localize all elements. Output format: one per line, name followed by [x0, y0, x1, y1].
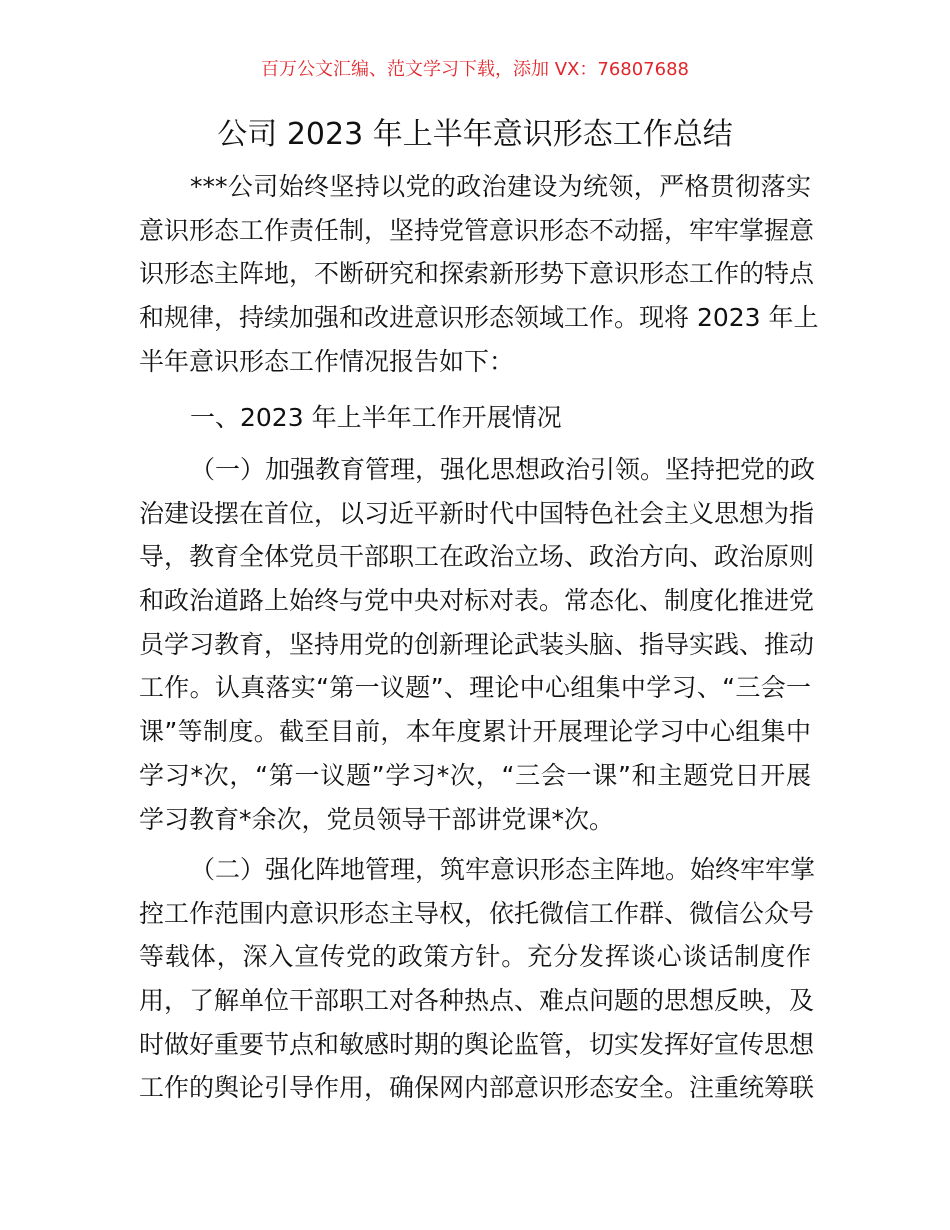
text-line: 工作的舆论引导作用，确保网内部意识形态安全。注重统筹联: [139, 1073, 815, 1103]
text-line: （二）强化阵地管理，筑牢意识形态主阵地。始终牢牢掌: [190, 855, 816, 884]
heading-line: 一、2023 年上半年工作开展情况: [190, 403, 562, 432]
text-line: 工作。认真落实“第一议题”、理论中心组集中学习、“三会一: [139, 673, 811, 703]
text-line: 导，教育全体党员干部职工在政治立场、政治方向、政治原则: [139, 542, 815, 572]
text-line: 控工作范围内意识形态主导权，依托微信工作群、微信公众号: [139, 898, 815, 928]
text-line: 半年意识形态工作情况报告如下：: [139, 346, 515, 376]
text-line: 和规律，持续加强和改进意识形态领域工作。现将 2023 年上: [139, 303, 819, 333]
text-line: 识形态主阵地，不断研究和探索新形势下意识形态工作的特点: [139, 259, 815, 289]
text-line: 用，了解单位干部职工对各种热点、难点问题的思想反映，及: [139, 986, 815, 1016]
text-line: 员学习教育，坚持用党的创新理论武装头脑、指导实践、推动: [139, 629, 815, 659]
paragraph-intro: [139, 165, 819, 383]
text-line: 课”等制度。截至目前，本年度累计开展理论学习中心组集中: [139, 717, 811, 747]
paragraph-position: [139, 848, 816, 1110]
text-line: （一）加强教育管理，强化思想政治引领。坚持把党的政: [190, 455, 816, 484]
text-line: 等载体，深入宣传党的政策方针。充分发挥谈心谈话制度作: [139, 942, 811, 972]
paragraph-education: [139, 448, 816, 841]
watermark-header: 百万公文汇编、范文学习下载，添加 VX：76807688: [261, 59, 689, 80]
text-line: 时做好重要节点和敏感时期的舆论监管，切实发挥好宣传思想: [139, 1029, 815, 1059]
text-line: 意识形态工作责任制，坚持党管意识形态不动摇，牢牢掌握意: [139, 215, 815, 245]
text-line: 和政治道路上始终与党中央对标对表。常态化、制度化推进党: [139, 586, 815, 616]
document-title: 公司 2023 年上半年意识形态工作总结: [217, 117, 733, 152]
text-line: 学习教育*余次，党员领导干部讲党课*次。: [139, 804, 615, 834]
text-line: 治建设摆在首位，以习近平新时代中国特色社会主义思想为指: [139, 498, 815, 528]
section-heading: [139, 396, 811, 440]
text-line: 学习*次，“第一议题”学习*次，“三会一课”和主题党日开展: [139, 760, 811, 790]
text-line: ***公司始终坚持以党的政治建设为统领，严格贯彻落实: [190, 172, 811, 201]
